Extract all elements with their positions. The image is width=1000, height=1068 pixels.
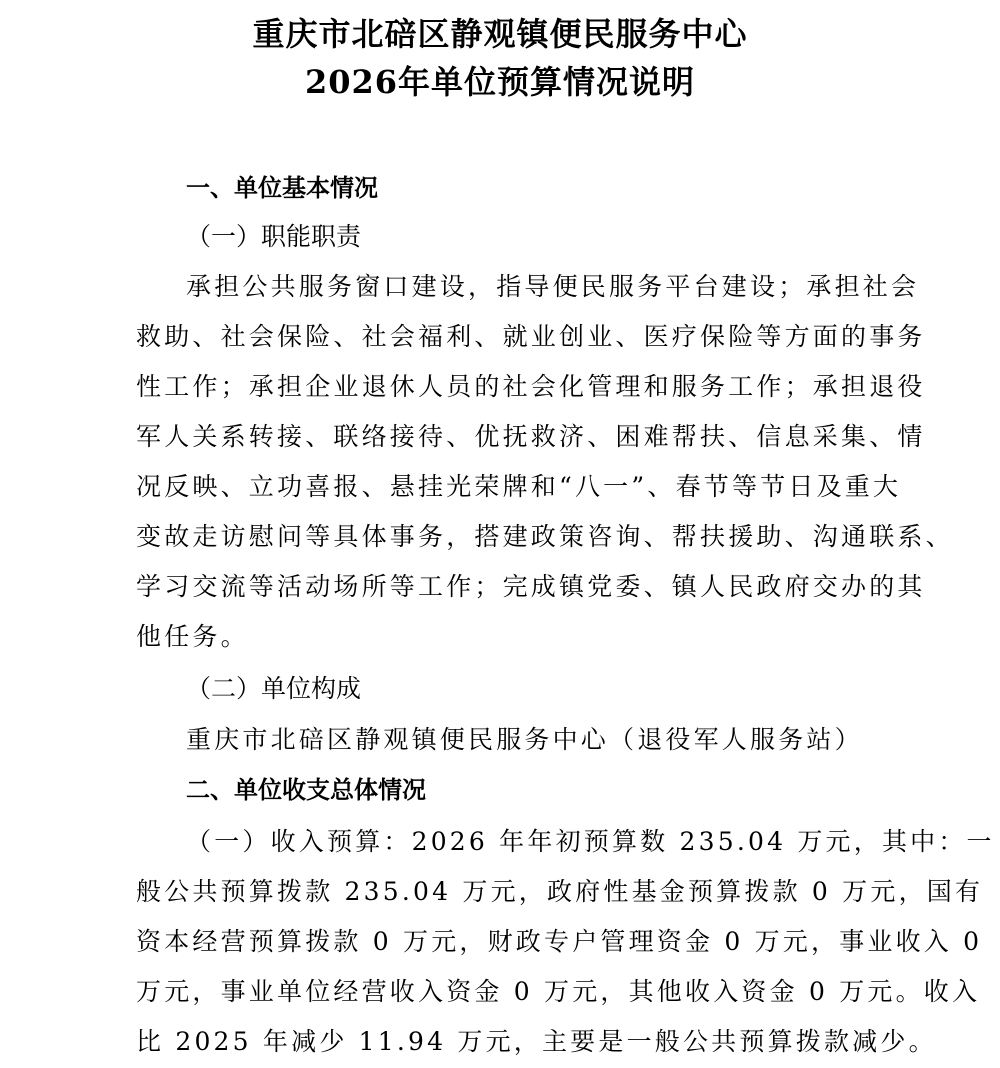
- income-paragraph-line: 万元，事业单位经营收入资金 0 万元，其他收入资金 0 万元。收入: [136, 977, 981, 1006]
- income-paragraph-line: 般公共预算拨款 235.04 万元，政府性基金预算拨款 0 万元，国有: [136, 877, 984, 906]
- duties-paragraph-line: 性工作；承担企业退休人员的社会化管理和服务工作；承担退役: [136, 372, 926, 401]
- duties-paragraph-line: 救助、社会保险、社会福利、就业创业、医疗保险等方面的事务: [136, 322, 926, 351]
- composition-line: 重庆市北碚区静观镇便民服务中心（退役军人服务站）: [186, 725, 863, 754]
- section1-sub1-heading: （一）职能职责: [186, 222, 362, 251]
- document-title-line1: 重庆市北碚区静观镇便民服务中心: [252, 15, 748, 53]
- duties-paragraph-line: 况反映、立功喜报、悬挂光荣牌和“八一”、春节等节日及重大: [136, 472, 902, 501]
- section2-heading: 二、单位收支总体情况: [186, 775, 426, 804]
- section1-sub2-heading: （二）单位构成: [186, 674, 362, 703]
- income-paragraph-line: （一）收入预算：2026 年年初预算数 235.04 万元，其中：一: [186, 827, 995, 856]
- duties-paragraph-line: 变故走访慰问等具体事务，搭建政策咨询、帮扶援助、沟通联系、: [136, 522, 954, 551]
- section1-heading: 一、单位基本情况: [186, 173, 378, 202]
- income-paragraph-line: 资本经营预算拨款 0 万元，财政专户管理资金 0 万元，事业收入 0: [136, 927, 983, 956]
- duties-paragraph-line: 他任务。: [136, 622, 249, 651]
- duties-paragraph-line: 军人关系转接、联络接待、优抚救济、困难帮扶、信息采集、情: [136, 422, 926, 451]
- duties-paragraph-line: 学习交流等活动场所等工作；完成镇党委、镇人民政府交办的其: [136, 572, 926, 601]
- duties-paragraph-line: 承担公共服务窗口建设，指导便民服务平台建设；承担社会: [186, 272, 920, 301]
- income-paragraph-line: 比 2025 年减少 11.94 万元，主要是一般公共预算拨款减少。: [136, 1027, 937, 1056]
- document-title-line2: 2026年单位预算情况说明: [304, 63, 696, 101]
